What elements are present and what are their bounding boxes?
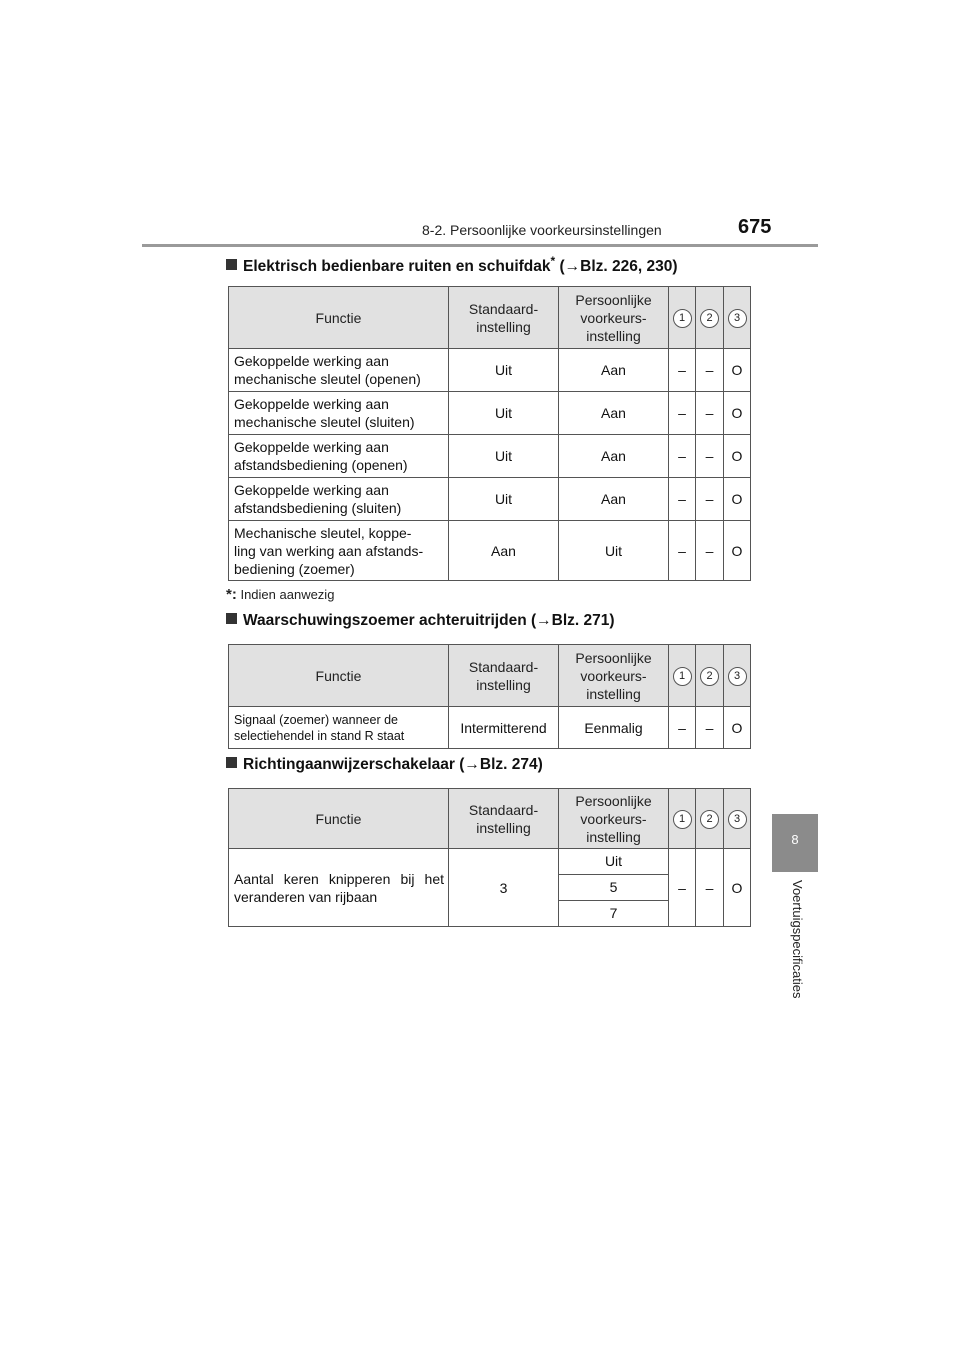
col-header-functie: Functie <box>229 645 449 707</box>
cell-standaard: 3 <box>449 849 559 927</box>
table-header-row <box>229 287 751 349</box>
settings-table-richtingaanwijzer <box>228 788 751 927</box>
chapter-tab[interactable] <box>772 814 818 872</box>
cell-standaard: Uit <box>449 435 559 478</box>
section-title-text: Waarschuwingszoemer achteruitrijden <box>243 612 527 629</box>
section-title-ruiten <box>226 254 678 276</box>
col-header-persoonlijk: Persoonlijke voorkeurs- instelling <box>559 789 669 849</box>
settings-table-zoemer <box>228 644 751 749</box>
cell-c1: – <box>669 435 696 478</box>
cell-c3: O <box>724 349 751 392</box>
cell-c3: O <box>724 707 751 749</box>
settings-table-ruiten <box>228 286 751 581</box>
circled-2-icon: 2 <box>700 667 719 686</box>
asterisk-mark: * <box>550 254 556 268</box>
footnote <box>226 586 334 603</box>
col-header-standaard: Standaard- instelling <box>449 645 559 707</box>
cell-functie: Mechanische sleutel, koppe- ling van werking aan afstands- bediening (zoemer) <box>229 521 449 581</box>
table-row <box>229 435 751 478</box>
circled-3-icon: 3 <box>728 309 747 328</box>
cell-c1: – <box>669 392 696 435</box>
col-header-2 <box>696 287 724 349</box>
circled-1-icon: 1 <box>673 667 692 686</box>
col-header-3 <box>724 645 751 707</box>
section-title-richtingaanwijzer <box>226 756 543 774</box>
cell-c3: O <box>724 521 751 581</box>
cell-c2: – <box>696 707 724 749</box>
cell-persoonlijk: Eenmalig <box>559 707 669 749</box>
table-row <box>229 478 751 521</box>
section-title-text: Richtingaanwijzerschakelaar <box>243 756 455 773</box>
col-header-1 <box>669 287 696 349</box>
col-header-standaard: Standaard- instelling <box>449 287 559 349</box>
cell-functie: Gekoppelde werking aan mechanische sleutel (sluiten) <box>229 392 449 435</box>
cell-persoonlijk-options <box>559 849 669 927</box>
cell-c1: – <box>669 349 696 392</box>
cell-c1: – <box>669 849 696 927</box>
cell-c3: O <box>724 478 751 521</box>
col-header-1 <box>669 645 696 707</box>
square-bullet-icon <box>226 757 237 768</box>
table-header-row <box>229 645 751 707</box>
page-reference[interactable]: (→Blz. 226, 230) <box>559 258 678 276</box>
footnote-mark: *: <box>226 586 237 603</box>
col-header-persoonlijk: Persoonlijke voorkeurs- instelling <box>559 287 669 349</box>
cell-functie: Signaal (zoemer) wanneer de selectiehendel in stand R staat <box>229 707 449 749</box>
cell-c1: – <box>669 521 696 581</box>
col-header-3 <box>724 287 751 349</box>
cell-persoonlijk: Aan <box>559 435 669 478</box>
chapter-number: 8 <box>791 832 799 847</box>
table-row <box>229 392 751 435</box>
table-row <box>229 707 751 749</box>
col-header-functie: Functie <box>229 287 449 349</box>
cell-standaard: Aan <box>449 521 559 581</box>
cell-c2: – <box>696 478 724 521</box>
option-value: 7 <box>609 905 618 921</box>
cell-functie: Gekoppelde werking aan afstandsbediening (sluiten) <box>229 478 449 521</box>
page-reference[interactable]: (→Blz. 271) <box>530 612 615 629</box>
circled-2-icon: 2 <box>700 309 719 328</box>
cell-functie: Gekoppelde werking aan afstandsbediening (openen) <box>229 435 449 478</box>
footnote-text: Indien aanwezig <box>240 587 335 602</box>
circled-1-icon: 1 <box>673 309 692 328</box>
col-header-1 <box>669 789 696 849</box>
section-title-text: Elektrisch bedienbare ruiten en schuifdak <box>243 258 551 276</box>
table-row <box>229 849 751 927</box>
col-header-functie: Functie <box>229 789 449 849</box>
circled-1-icon: 1 <box>673 810 692 829</box>
cell-c2: – <box>696 435 724 478</box>
option-value: Uit <box>559 849 668 875</box>
table-row <box>229 349 751 392</box>
table-row <box>229 521 751 581</box>
circled-3-icon: 3 <box>728 810 747 829</box>
cell-standaard: Uit <box>449 478 559 521</box>
option-value: 5 <box>559 875 668 901</box>
cell-c1: – <box>669 478 696 521</box>
cell-persoonlijk: Uit <box>559 521 669 581</box>
col-header-persoonlijk: Persoonlijke voorkeurs- instelling <box>559 645 669 707</box>
cell-c2: – <box>696 349 724 392</box>
cell-c2: – <box>696 849 724 927</box>
table-header-row <box>229 789 751 849</box>
col-header-standaard: Standaard- instelling <box>449 789 559 849</box>
cell-standaard: Uit <box>449 349 559 392</box>
page-reference[interactable]: (→Blz. 274) <box>459 756 543 773</box>
chapter-title: Voertuigspecificaties <box>790 880 805 999</box>
cell-c3: O <box>724 435 751 478</box>
cell-c3: O <box>724 392 751 435</box>
cell-functie: Aantal keren knipperen bij het veranderen van rijbaan <box>229 849 449 927</box>
cell-c3: O <box>724 849 751 927</box>
section-header: 8-2. Persoonlijke voorkeursinstellingen <box>422 222 662 238</box>
cell-standaard: Uit <box>449 392 559 435</box>
cell-persoonlijk: Aan <box>559 349 669 392</box>
header-divider <box>142 244 818 247</box>
cell-persoonlijk: Aan <box>559 478 669 521</box>
cell-c1: – <box>669 707 696 749</box>
cell-c2: – <box>696 392 724 435</box>
col-header-2 <box>696 645 724 707</box>
cell-c2: – <box>696 521 724 581</box>
chapter-title-vertical <box>787 880 805 1020</box>
col-header-2 <box>696 789 724 849</box>
page-number: 675 <box>738 216 772 238</box>
section-title-zoemer <box>226 612 615 630</box>
col-header-3 <box>724 789 751 849</box>
circled-3-icon: 3 <box>728 667 747 686</box>
cell-persoonlijk: Aan <box>559 392 669 435</box>
square-bullet-icon <box>226 613 237 624</box>
square-bullet-icon <box>226 259 237 270</box>
cell-functie: Gekoppelde werking aan mechanische sleutel (openen) <box>229 349 449 392</box>
cell-standaard: Intermitterend <box>449 707 559 749</box>
circled-2-icon: 2 <box>700 810 719 829</box>
